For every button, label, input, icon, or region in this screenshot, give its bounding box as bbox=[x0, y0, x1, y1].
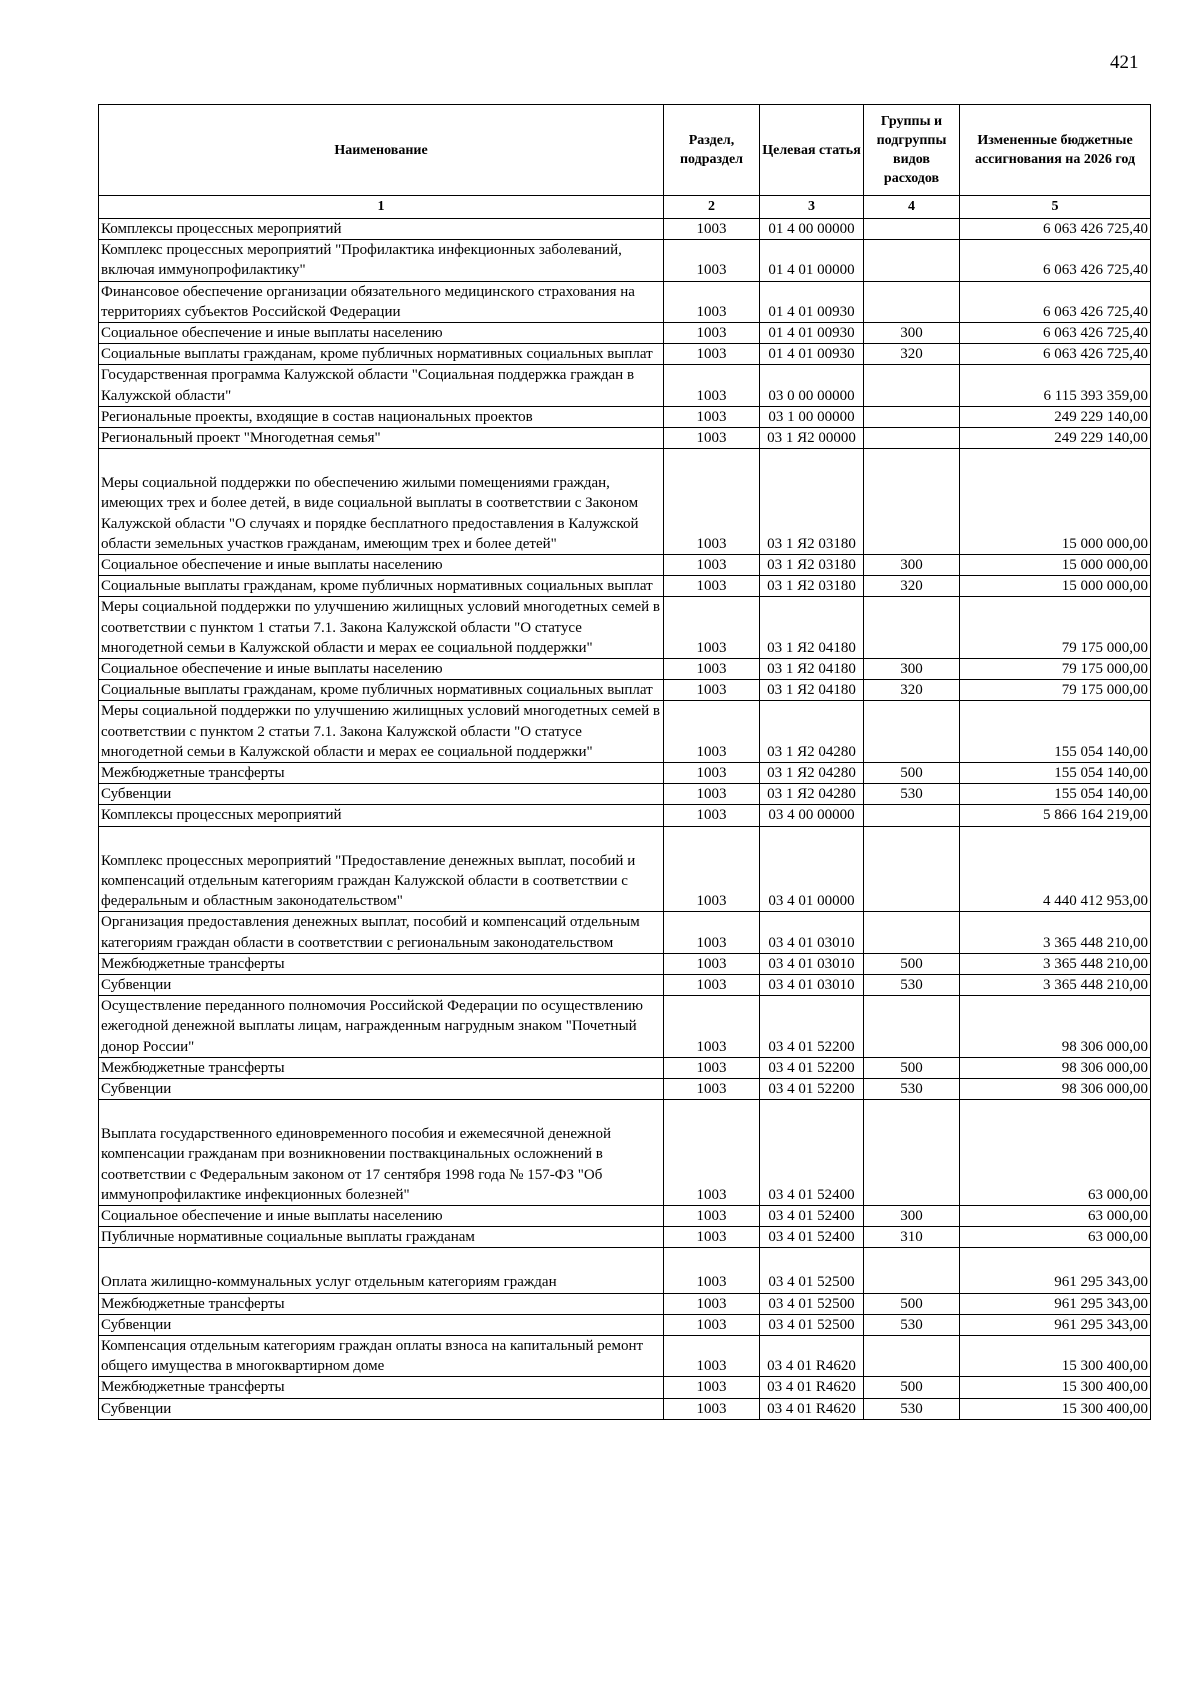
table-row bbox=[99, 1377, 1151, 1398]
row-group: 320 bbox=[864, 344, 960, 365]
row-name: Организация предоставления денежных выплат, пособий и компенсаций отдельным категориям граждан области в соответствии с региональным законодательством bbox=[99, 912, 664, 953]
row-section: 1003 bbox=[664, 1293, 760, 1314]
row-section: 1003 bbox=[664, 784, 760, 805]
table-row bbox=[99, 1314, 1151, 1335]
table-row bbox=[99, 996, 1151, 1058]
row-section: 1003 bbox=[664, 344, 760, 365]
table-row bbox=[99, 576, 1151, 597]
row-group bbox=[864, 826, 960, 912]
header-section: Раздел, подраздел bbox=[664, 105, 760, 196]
table-row bbox=[99, 912, 1151, 953]
table-row bbox=[99, 659, 1151, 680]
row-group bbox=[864, 996, 960, 1058]
row-target: 01 4 01 00000 bbox=[760, 240, 864, 281]
row-name: Меры социальной поддержки по обеспечению жилыми помещениями граждан, имеющих трех и более детей, в виде социальной выплаты в соответствии с Законом Калужской области "О случаях и порядке бесплатного предоставления в Калужской области земельных участков гражданам, имеющим трех и более детей" bbox=[99, 449, 664, 555]
row-group: 500 bbox=[864, 763, 960, 784]
row-amount: 98 306 000,00 bbox=[960, 996, 1151, 1058]
table-row bbox=[99, 763, 1151, 784]
row-name: Комплекс процессных мероприятий "Профилактика инфекционных заболеваний, включая иммунопрофилактику" bbox=[99, 240, 664, 281]
budget-table bbox=[98, 104, 1151, 1420]
row-amount: 6 115 393 359,00 bbox=[960, 365, 1151, 406]
row-amount: 15 300 400,00 bbox=[960, 1377, 1151, 1398]
row-section: 1003 bbox=[664, 1248, 760, 1293]
table-row bbox=[99, 1248, 1151, 1293]
table-row bbox=[99, 1293, 1151, 1314]
row-target: 03 4 01 52200 bbox=[760, 1057, 864, 1078]
row-target: 03 1 Я2 04280 bbox=[760, 701, 864, 763]
table-row bbox=[99, 1335, 1151, 1376]
row-group: 500 bbox=[864, 1057, 960, 1078]
row-name: Социальные выплаты гражданам, кроме публичных нормативных социальных выплат bbox=[99, 344, 664, 365]
table-row bbox=[99, 428, 1151, 449]
table-row bbox=[99, 1227, 1151, 1248]
row-section: 1003 bbox=[664, 701, 760, 763]
row-group bbox=[864, 365, 960, 406]
row-target: 03 4 01 R4620 bbox=[760, 1377, 864, 1398]
row-name: Социальные выплаты гражданам, кроме публичных нормативных социальных выплат bbox=[99, 680, 664, 701]
row-section: 1003 bbox=[664, 659, 760, 680]
row-target: 03 4 01 52500 bbox=[760, 1248, 864, 1293]
row-group: 320 bbox=[864, 680, 960, 701]
column-number: 2 bbox=[664, 196, 760, 219]
row-target: 03 4 01 R4620 bbox=[760, 1398, 864, 1419]
row-section: 1003 bbox=[664, 912, 760, 953]
table-row bbox=[99, 974, 1151, 995]
row-section: 1003 bbox=[664, 1205, 760, 1226]
row-section: 1003 bbox=[664, 406, 760, 427]
row-target: 03 1 Я2 03180 bbox=[760, 449, 864, 555]
row-section: 1003 bbox=[664, 680, 760, 701]
row-target: 01 4 01 00930 bbox=[760, 323, 864, 344]
table-row bbox=[99, 344, 1151, 365]
row-name: Финансовое обеспечение организации обязательного медицинского страхования на территориях субъектов Российской Федерации bbox=[99, 281, 664, 322]
row-section: 1003 bbox=[664, 555, 760, 576]
row-target: 03 4 01 52500 bbox=[760, 1314, 864, 1335]
row-name: Социальное обеспечение и иные выплаты населению bbox=[99, 555, 664, 576]
row-section: 1003 bbox=[664, 1078, 760, 1099]
header-name: Наименование bbox=[99, 105, 664, 196]
row-name: Комплексы процессных мероприятий bbox=[99, 805, 664, 826]
table-row bbox=[99, 1078, 1151, 1099]
row-name: Социальные выплаты гражданам, кроме публичных нормативных социальных выплат bbox=[99, 576, 664, 597]
row-name: Меры социальной поддержки по улучшению жилищных условий многодетных семей в соответствии с пунктом 2 статьи 7.1. Закона Калужской области "О статусе многодетной семьи в Калужской области и мерах ее социальной поддержки" bbox=[99, 701, 664, 763]
row-section: 1003 bbox=[664, 1377, 760, 1398]
header-amount: Измененные бюджетные ассигнования на 2026 год bbox=[960, 105, 1151, 196]
row-group: 530 bbox=[864, 1314, 960, 1335]
row-amount: 15 000 000,00 bbox=[960, 576, 1151, 597]
row-section: 1003 bbox=[664, 805, 760, 826]
row-section: 1003 bbox=[664, 281, 760, 322]
column-number-row bbox=[99, 196, 1151, 219]
table-row bbox=[99, 1398, 1151, 1419]
row-section: 1003 bbox=[664, 996, 760, 1058]
row-amount: 155 054 140,00 bbox=[960, 763, 1151, 784]
row-name: Осуществление переданного полномочия Российской Федерации по осуществлению ежегодной денежной выплаты лицам, награжденным нагрудным знаком "Почетный донор России" bbox=[99, 996, 664, 1058]
row-group: 500 bbox=[864, 1293, 960, 1314]
row-target: 03 4 01 03010 bbox=[760, 953, 864, 974]
row-name: Государственная программа Калужской области "Социальная поддержка граждан в Калужской области" bbox=[99, 365, 664, 406]
row-amount: 79 175 000,00 bbox=[960, 680, 1151, 701]
table-row bbox=[99, 1057, 1151, 1078]
row-group: 300 bbox=[864, 659, 960, 680]
row-target: 03 1 Я2 04280 bbox=[760, 763, 864, 784]
row-name: Региональные проекты, входящие в состав национальных проектов bbox=[99, 406, 664, 427]
row-group: 300 bbox=[864, 1205, 960, 1226]
row-group: 300 bbox=[864, 555, 960, 576]
row-name: Межбюджетные трансферты bbox=[99, 1293, 664, 1314]
row-amount: 249 229 140,00 bbox=[960, 428, 1151, 449]
table-row bbox=[99, 701, 1151, 763]
row-section: 1003 bbox=[664, 219, 760, 240]
row-name: Субвенции bbox=[99, 1078, 664, 1099]
row-group bbox=[864, 449, 960, 555]
row-name: Социальное обеспечение и иные выплаты населению bbox=[99, 323, 664, 344]
row-section: 1003 bbox=[664, 449, 760, 555]
row-section: 1003 bbox=[664, 1100, 760, 1206]
row-target: 03 1 Я2 04280 bbox=[760, 784, 864, 805]
row-section: 1003 bbox=[664, 597, 760, 659]
row-amount: 155 054 140,00 bbox=[960, 701, 1151, 763]
row-name: Компенсация отдельным категориям граждан оплаты взноса на капитальный ремонт общего имущества в многоквартирном доме bbox=[99, 1335, 664, 1376]
row-amount: 98 306 000,00 bbox=[960, 1057, 1151, 1078]
row-target: 03 4 01 R4620 bbox=[760, 1335, 864, 1376]
row-amount: 15 300 400,00 bbox=[960, 1398, 1151, 1419]
row-amount: 15 300 400,00 bbox=[960, 1335, 1151, 1376]
row-name: Субвенции bbox=[99, 1314, 664, 1335]
row-section: 1003 bbox=[664, 428, 760, 449]
row-name: Комплекс процессных мероприятий "Предоставление денежных выплат, пособий и компенсаций отдельным категориям граждан Калужской области в соответствии с федеральным и областным законодательством" bbox=[99, 826, 664, 912]
row-amount: 63 000,00 bbox=[960, 1100, 1151, 1206]
row-target: 03 0 00 00000 bbox=[760, 365, 864, 406]
table-row bbox=[99, 1205, 1151, 1226]
row-amount: 3 365 448 210,00 bbox=[960, 912, 1151, 953]
row-section: 1003 bbox=[664, 323, 760, 344]
row-amount: 5 866 164 219,00 bbox=[960, 805, 1151, 826]
row-amount: 3 365 448 210,00 bbox=[960, 953, 1151, 974]
column-number: 1 bbox=[99, 196, 664, 219]
table-row bbox=[99, 597, 1151, 659]
row-group: 310 bbox=[864, 1227, 960, 1248]
row-target: 03 4 01 00000 bbox=[760, 826, 864, 912]
row-amount: 63 000,00 bbox=[960, 1205, 1151, 1226]
row-group bbox=[864, 281, 960, 322]
row-amount: 79 175 000,00 bbox=[960, 659, 1151, 680]
table-row bbox=[99, 406, 1151, 427]
table-row bbox=[99, 805, 1151, 826]
row-name: Социальное обеспечение и иные выплаты населению bbox=[99, 1205, 664, 1226]
row-name: Межбюджетные трансферты bbox=[99, 1057, 664, 1078]
row-amount: 63 000,00 bbox=[960, 1227, 1151, 1248]
table-row bbox=[99, 555, 1151, 576]
table-row bbox=[99, 365, 1151, 406]
row-name: Региональный проект "Многодетная семья" bbox=[99, 428, 664, 449]
row-group bbox=[864, 1100, 960, 1206]
row-target: 03 1 Я2 04180 bbox=[760, 680, 864, 701]
row-section: 1003 bbox=[664, 953, 760, 974]
row-target: 03 1 Я2 00000 bbox=[760, 428, 864, 449]
row-amount: 79 175 000,00 bbox=[960, 597, 1151, 659]
row-amount: 6 063 426 725,40 bbox=[960, 323, 1151, 344]
row-name: Субвенции bbox=[99, 784, 664, 805]
row-target: 03 4 00 00000 bbox=[760, 805, 864, 826]
row-group: 320 bbox=[864, 576, 960, 597]
row-name: Выплата государственного единовременного пособия и ежемесячной денежной компенсации гражданам при возникновении поствакцинальных осложнений в соответствии с Федеральным законом от 17 сентября 1998 года № 157-ФЗ "Об иммунопрофилактике инфекционных болезней" bbox=[99, 1100, 664, 1206]
row-target: 03 4 01 52400 bbox=[760, 1100, 864, 1206]
row-name: Межбюджетные трансферты bbox=[99, 953, 664, 974]
row-target: 01 4 01 00930 bbox=[760, 344, 864, 365]
row-group: 300 bbox=[864, 323, 960, 344]
row-section: 1003 bbox=[664, 240, 760, 281]
row-group: 500 bbox=[864, 953, 960, 974]
column-number: 4 bbox=[864, 196, 960, 219]
row-group bbox=[864, 597, 960, 659]
row-target: 03 1 Я2 04180 bbox=[760, 597, 864, 659]
table-body bbox=[99, 219, 1151, 1420]
row-group bbox=[864, 912, 960, 953]
row-group bbox=[864, 1248, 960, 1293]
row-target: 03 4 01 52400 bbox=[760, 1205, 864, 1226]
row-target: 03 1 Я2 03180 bbox=[760, 576, 864, 597]
row-amount: 98 306 000,00 bbox=[960, 1078, 1151, 1099]
table-row bbox=[99, 953, 1151, 974]
table-row bbox=[99, 219, 1151, 240]
row-amount: 6 063 426 725,40 bbox=[960, 240, 1151, 281]
row-amount: 249 229 140,00 bbox=[960, 406, 1151, 427]
row-group bbox=[864, 701, 960, 763]
row-target: 01 4 01 00930 bbox=[760, 281, 864, 322]
row-name: Социальное обеспечение и иные выплаты населению bbox=[99, 659, 664, 680]
row-group: 500 bbox=[864, 1377, 960, 1398]
row-name: Субвенции bbox=[99, 974, 664, 995]
row-section: 1003 bbox=[664, 1335, 760, 1376]
row-name: Публичные нормативные социальные выплаты гражданам bbox=[99, 1227, 664, 1248]
row-name: Субвенции bbox=[99, 1398, 664, 1419]
row-group: 530 bbox=[864, 1398, 960, 1419]
row-target: 03 1 00 00000 bbox=[760, 406, 864, 427]
row-amount: 961 295 343,00 bbox=[960, 1248, 1151, 1293]
row-amount: 15 000 000,00 bbox=[960, 555, 1151, 576]
row-group bbox=[864, 406, 960, 427]
row-target: 03 4 01 52200 bbox=[760, 996, 864, 1058]
row-target: 03 1 Я2 03180 bbox=[760, 555, 864, 576]
row-section: 1003 bbox=[664, 365, 760, 406]
row-amount: 15 000 000,00 bbox=[960, 449, 1151, 555]
page-number: 421 bbox=[1110, 52, 1139, 73]
table-row bbox=[99, 240, 1151, 281]
row-target: 03 4 01 03010 bbox=[760, 974, 864, 995]
row-name: Оплата жилищно-коммунальных услуг отдельным категориям граждан bbox=[99, 1248, 664, 1293]
header-group: Группы и подгруппы видов расходов bbox=[864, 105, 960, 196]
row-group bbox=[864, 1335, 960, 1376]
row-group: 530 bbox=[864, 974, 960, 995]
row-section: 1003 bbox=[664, 1398, 760, 1419]
row-section: 1003 bbox=[664, 826, 760, 912]
row-group bbox=[864, 219, 960, 240]
row-amount: 6 063 426 725,40 bbox=[960, 344, 1151, 365]
table-row bbox=[99, 1100, 1151, 1206]
row-name: Межбюджетные трансферты bbox=[99, 763, 664, 784]
row-section: 1003 bbox=[664, 974, 760, 995]
table-row bbox=[99, 680, 1151, 701]
row-amount: 6 063 426 725,40 bbox=[960, 219, 1151, 240]
table-row bbox=[99, 281, 1151, 322]
row-section: 1003 bbox=[664, 1314, 760, 1335]
row-amount: 6 063 426 725,40 bbox=[960, 281, 1151, 322]
row-target: 03 4 01 03010 bbox=[760, 912, 864, 953]
column-number: 5 bbox=[960, 196, 1151, 219]
row-section: 1003 bbox=[664, 1227, 760, 1248]
row-section: 1003 bbox=[664, 1057, 760, 1078]
row-target: 03 4 01 52500 bbox=[760, 1293, 864, 1314]
table-row bbox=[99, 449, 1151, 555]
column-number: 3 bbox=[760, 196, 864, 219]
row-group bbox=[864, 805, 960, 826]
row-name: Межбюджетные трансферты bbox=[99, 1377, 664, 1398]
table-row bbox=[99, 784, 1151, 805]
row-group bbox=[864, 240, 960, 281]
row-amount: 4 440 412 953,00 bbox=[960, 826, 1151, 912]
row-name: Комплексы процессных мероприятий bbox=[99, 219, 664, 240]
row-section: 1003 bbox=[664, 763, 760, 784]
row-name: Меры социальной поддержки по улучшению жилищных условий многодетных семей в соответствии с пунктом 1 статьи 7.1. Закона Калужской области "О статусе многодетной семьи в Калужской области и мерах ее социальной поддержки" bbox=[99, 597, 664, 659]
row-group: 530 bbox=[864, 1078, 960, 1099]
row-target: 03 1 Я2 04180 bbox=[760, 659, 864, 680]
row-amount: 155 054 140,00 bbox=[960, 784, 1151, 805]
row-target: 03 4 01 52200 bbox=[760, 1078, 864, 1099]
row-section: 1003 bbox=[664, 576, 760, 597]
row-target: 03 4 01 52400 bbox=[760, 1227, 864, 1248]
row-target: 01 4 00 00000 bbox=[760, 219, 864, 240]
row-group: 530 bbox=[864, 784, 960, 805]
header-row bbox=[99, 105, 1151, 196]
row-amount: 3 365 448 210,00 bbox=[960, 974, 1151, 995]
table-row bbox=[99, 826, 1151, 912]
row-amount: 961 295 343,00 bbox=[960, 1293, 1151, 1314]
row-amount: 961 295 343,00 bbox=[960, 1314, 1151, 1335]
header-target: Целевая статья bbox=[760, 105, 864, 196]
row-group bbox=[864, 428, 960, 449]
table-row bbox=[99, 323, 1151, 344]
